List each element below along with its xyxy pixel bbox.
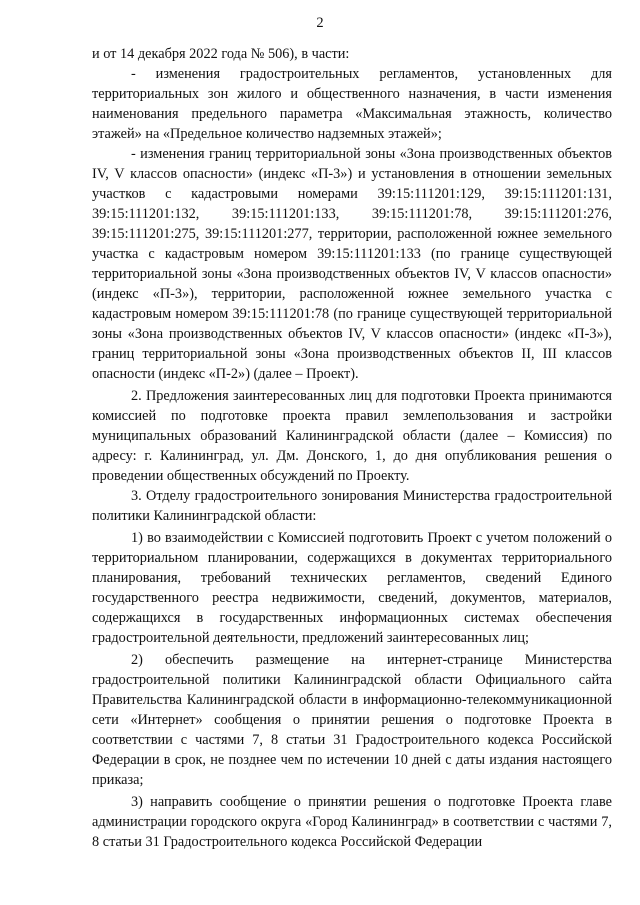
paragraph-subclause-3: 3) направить сообщение о принятии решения о подготовке Проекта главе администрации городского округа «Город Калининград» в соответствии с частями 7, 8 статьи 31 Градостроительного кодекса Российской Федерации [92,794,612,850]
paragraph-item-zone-boundaries: - изменения границ территориальной зоны «Зона производственных объектов IV, V классов опасности» (индекс «П-3») и установления в отношении земельных участков с кадастровыми номерами 39:15:111201:129, 39:15:111201:131, 39:15:111201:132, 39:15:111201:133, 39:15:111201:78, 39:15:111201:276, 39:15:111201:275, 39:15:111201:277, территории, расположенной южнее земельного участка с кадастровым номером 39:15:111201:133 (по границе существующей территориальной зоны «Зона производственных объектов IV, V классов опасности» (индекс «П-3»), территории, расположенной южнее земельного участка с кадастровым номером 39:15:111201:78 (по границе существующей территориальной зоны «Зона производственных объектов IV, V классов опасности» (индекс «П-3»), границ территориальной зоны «Зона производственных объектов II, III классов опасности (индекс «П-2») (далее – Проект). [92,146,612,382]
paragraph-clause-3: 3. Отделу градостроительного зонирования Министерства градостроительной политики Калининградской области: [92,488,612,524]
paragraph-intro: и от 14 декабря 2022 года № 506), в части: [92,46,350,62]
paragraph-subclause-1: 1) во взаимодействии с Комиссией подготовить Проект с учетом положений о территориальном планировании, содержащихся в документах территориального планирования, требований технических регламентов, сведений Единого государственного реестра недвижимости, сведений, документов, материалов, содержащихся в государственных информационных системах обеспечения градостроительной деятельности, предложений заинтересованных лиц; [92,530,612,646]
paragraph-clause-2: 2. Предложения заинтересованных лиц для подготовки Проекта принимаются комиссией по подготовке проекта правил землепользования и застройки муниципальных образований Калининградской области (далее – Комиссия) по адресу: г. Калининград, ул. Дм. Донского, 1, до дня опубликования решения о проведении общественных обсуждений по Проекту. [92,388,612,484]
page-number: 2 [316,15,324,31]
paragraph-subclause-2: 2) обеспечить размещение на интернет-странице Министерства градостроительной политики Калининградской области Официального сайта Правительства Калининградской области в информационно-телекоммуникационной сети «Интернет» сообщения о принятии решения о подготовке Проекта в соответствии с частями 7, 8 статьи 31 Градостроительного кодекса Российской Федерации в срок, не позднее чем по истечении 10 дней с даты издания настоящего приказа; [92,652,612,788]
paragraph-item-regulations: - изменения градостроительных регламентов, установленных для территориальных зон жилого и общественного назначения, в части изменения наименования предельного параметра «Максимальная этажность, количество этажей» на «Предельное количество надземных этажей»; [92,66,612,142]
document-body [92,44,612,852]
